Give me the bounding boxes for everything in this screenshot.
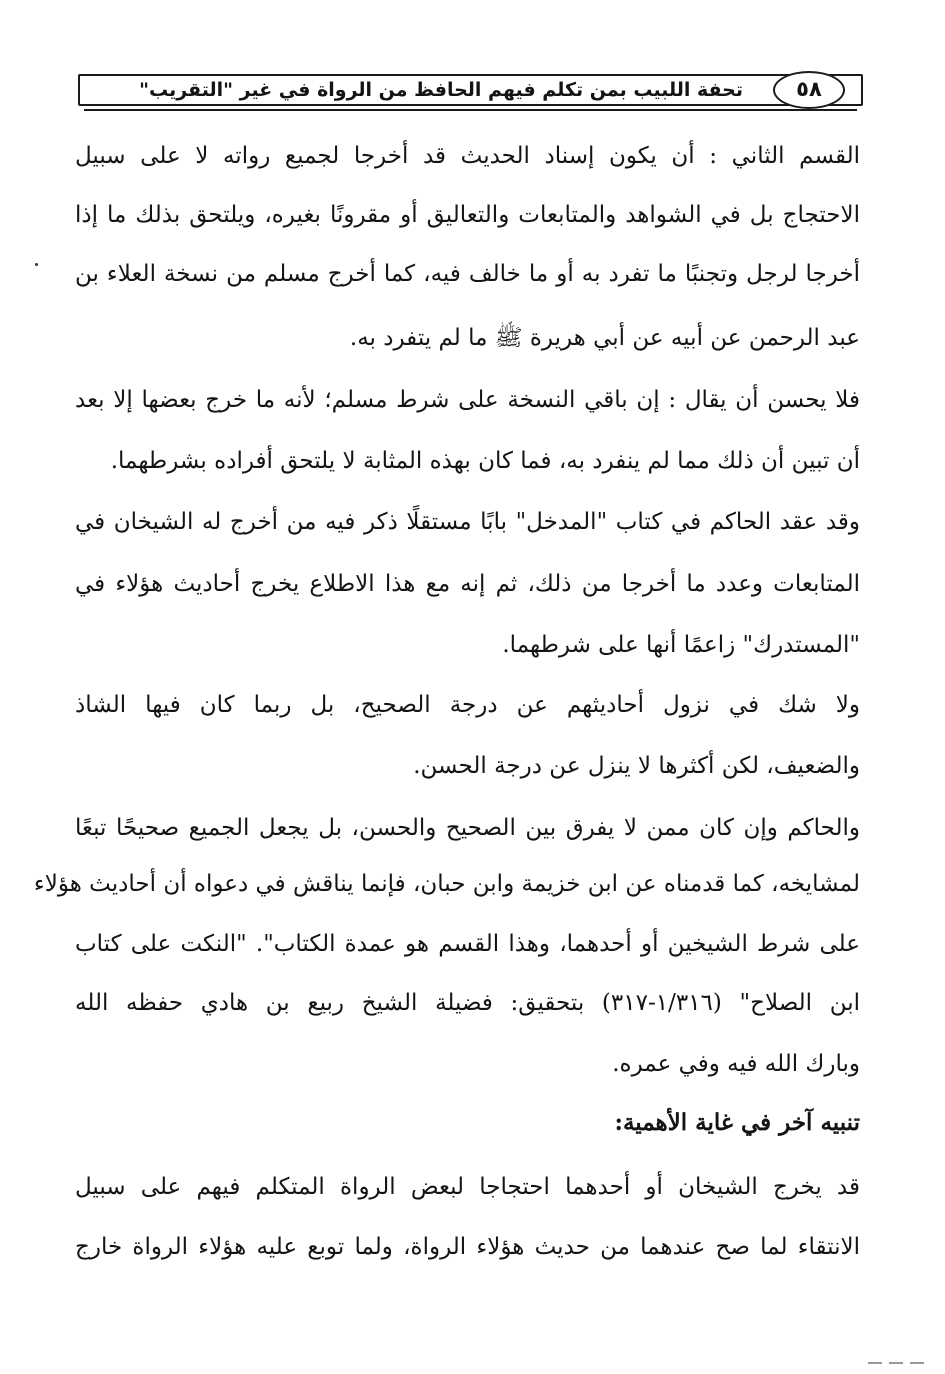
page-number-badge <box>773 71 845 109</box>
scan-mark <box>868 1362 882 1364</box>
section-heading: تنبيه آخر في غاية الأهمية: <box>614 1109 860 1136</box>
text-line: أن تبين أن ذلك مما لم ينفرد به، فما كان بهذه المثابة لا يلتحق أفراده بشرطهما. <box>110 448 860 474</box>
text-line: لمشايخه، كما قدمناه عن ابن خزيمة وابن حبان، فإنما يناقش في دعواه أن أحاديث هؤلاء <box>33 871 860 897</box>
text-line: "المستدرك" زاعمًا أنها على شرطهما. <box>502 632 860 658</box>
text-line: الاحتجاج بل في الشواهد والمتابعات والتعاليق أو مقرونًا بغيره، ويلتحق بذلك ما إذا <box>75 202 860 228</box>
page-number: ٥٨ <box>796 77 822 101</box>
text-line: وبارك الله فيه وفي عمره. <box>612 1051 860 1077</box>
scan-mark <box>910 1362 924 1364</box>
running-header <box>78 74 863 106</box>
scan-mark <box>889 1362 903 1364</box>
text-line: والحاكم وإن كان ممن لا يفرق بين الصحيح والحسن، بل يجعل الجميع صحيحًا تبعًا <box>75 815 860 841</box>
text-line: القسم الثاني : أن يكون إسناد الحديث قد أخرجا لجميع رواته لا على سبيل <box>75 143 860 169</box>
text-line: على شرط الشيخين أو أحدهما، وهذا القسم هو عمدة الكتاب". "النكت على كتاب <box>75 931 860 957</box>
text-line: فلا يحسن أن يقال : إن باقي النسخة على شرط مسلم؛ لأنه ما خرج بعضها إلا بعد <box>75 387 860 413</box>
text-line: ابن الصلاح" (١/٣١٦-٣١٧) بتحقيق: فضيلة الشيخ ربيع بن هادي حفظه الله <box>75 990 861 1016</box>
header-title: تحفة اللبيب بمن تكلم فيهم الحافظ من الرواة في غير "التقريب" <box>139 79 743 101</box>
text-line: قد يخرج الشيخان أو أحدهما احتجاجا لبعض الرواة المتكلم فيهم على سبيل <box>75 1174 860 1200</box>
text-line: الانتقاء لما صح عندهما من حديث هؤلاء الرواة، ولما توبع عليه هؤلاء الرواة خارج <box>75 1234 860 1260</box>
text-line: عبد الرحمن عن أبيه عن أبي هريرة ﷺ ما لم يتفرد به. <box>349 325 860 351</box>
text-line: أخرجا لرجل وتجنبًا ما تفرد به أو ما خالف فيه، كما أخرج مسلم من نسخة العلاء بن <box>75 261 860 287</box>
text-line: والضعيف، لكن أكثرها لا ينزل عن درجة الحسن. <box>413 753 860 779</box>
text-line: ولا شك في نزول أحاديثهم عن درجة الصحيح، بل ربما كان فيها الشاذ <box>75 692 860 718</box>
text-line: وقد عقد الحاكم في كتاب "المدخل" بابًا مستقلًا ذكر فيه من أخرج له الشيخان في <box>75 509 860 535</box>
text-line: المتابعات وعدد ما أخرجا من ذلك، ثم إنه مع هذا الاطلاع يخرج أحاديث هؤلاء في <box>75 571 860 597</box>
scan-speck <box>35 263 38 266</box>
